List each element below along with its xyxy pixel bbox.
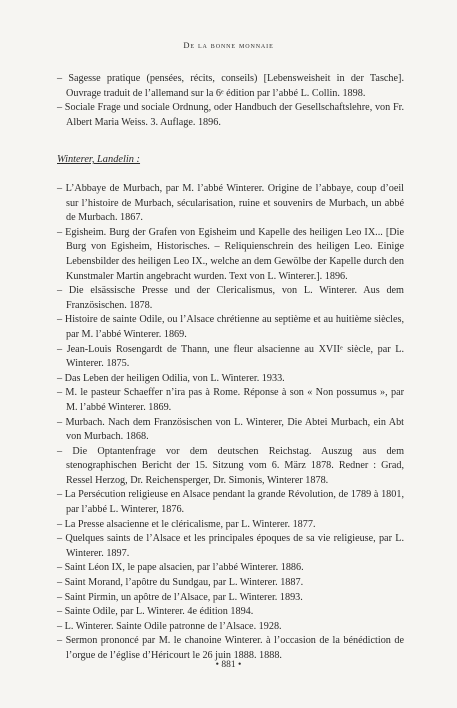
list-item: – Sermon prononcé par M. le chanoine Winterer. à l’occasion de la bénédiction de l’orgue de l’église d’Héricourt le 26 juin 1888. 1888. [57,635,404,661]
list-item: – M. le pasteur Schaeffer n’ira pas à Rome. Réponse à son « Non possumus », par M. l’abbé Winterer. 1869. [57,387,404,413]
list-item: – Egisheim. Burg der Grafen von Egisheim und Kapelle des heiligen Leo IX... [Die Burg von Egisheim, Historisches. – Reliquienschrein des heiligen Leo. Einige Lebensbilder des heiligen Leo IX., welche an dem Gewölbe der Kapelle durch den Kunstmaler Martin angebracht wurden. Text von L. Winterer.]. 1896. [57,226,404,282]
list-item: – Jean-Louis Rosengardt de Thann, une fleur alsacienne au XVIIᵉ siècle, par L. Winterer. 1875. [57,343,404,370]
list-item: – Saint Léon IX, le pape alsacien, par l’abbé Winterer. 1886. [57,562,304,574]
list-item: – Das Leben der heiligen Odilia, von L. Winterer. 1933. [57,372,285,384]
list-item: – Saint Pirmin, un apôtre de l’Alsace, par L. Winterer. 1893. [57,591,303,603]
list-item: – Murbach. Nach dem Französischen von L. Winterer, Die Abtei Murbach, ein Abt von Murbach. 1868. [57,416,404,443]
list-item: – Die elsässische Presse und der Clericalismus, von L. Winterer. Aus dem Französischen. 1878. [57,285,404,311]
page-number: • 881 • [215,660,242,670]
list-item: – La Presse alsacienne et le cléricalisme, par L. Winterer. 1877. [57,518,316,530]
list-item: – L’Abbaye de Murbach, par M. l’abbé Winterer. Origine de l’abbaye, coup d’oeil sur l’histoire de Murbach, sécularisation, ruine et souvenirs de Murbach, un abbé de Murbach. 1867. [57,183,404,224]
list-item: – Saint Morand, l’apôtre du Sundgau, par L. Winterer. 1887. [57,577,304,589]
list-item: – Die Optantenfrage vor dem deutschen Reichstag. Auszug aus dem stenographischen Bericht der 15. Sitzung vom 6. März 1878. Redner : Grad, Ressel Herzog, Dr. Reichensperger, Dr. Simonis, Winterer 1878. [57,445,404,486]
running-head: De la bonne monnaie [183,40,274,50]
list-item: – La Persécution religieuse en Alsace pendant la grande Révolution, de 1789 à 1801, par l’abbé L. Winterer, 1876. [57,489,404,516]
list-item: – Quelques saints de l’Alsace et les principales époques de sa vie religieuse, par L. Winterer. 1897. [57,533,404,559]
list-item: – Histoire de sainte Odile, ou l’Alsace chrétienne au septième et au huitième siècles, par M. l’abbé Winterer. 1869. [57,314,404,340]
entry-list [57,182,404,664]
list-item: – L. Winterer. Sainte Odile patronne de l’Alsace. 1928. [57,620,282,632]
top-entries [57,72,404,130]
list-item: – Sociale Frage und sociale Ordnung, oder Handbuch der Gesellschaftslehre, von Fr. Albert Maria Weiss. 3. Auflage. 1896. [57,102,404,128]
section-heading: Winterer, Landelin : [57,154,141,165]
list-item: – Sagesse pratique (pensées, récits, conseils) [Lebensweisheit in der Tasche]. Ouvrage traduit de l’allemand sur la 6ᵉ édition par l’abbé L. Collin. 1898. [57,73,404,99]
list-item: – Sainte Odile, par L. Winterer. 4e édition 1894. [57,606,254,618]
